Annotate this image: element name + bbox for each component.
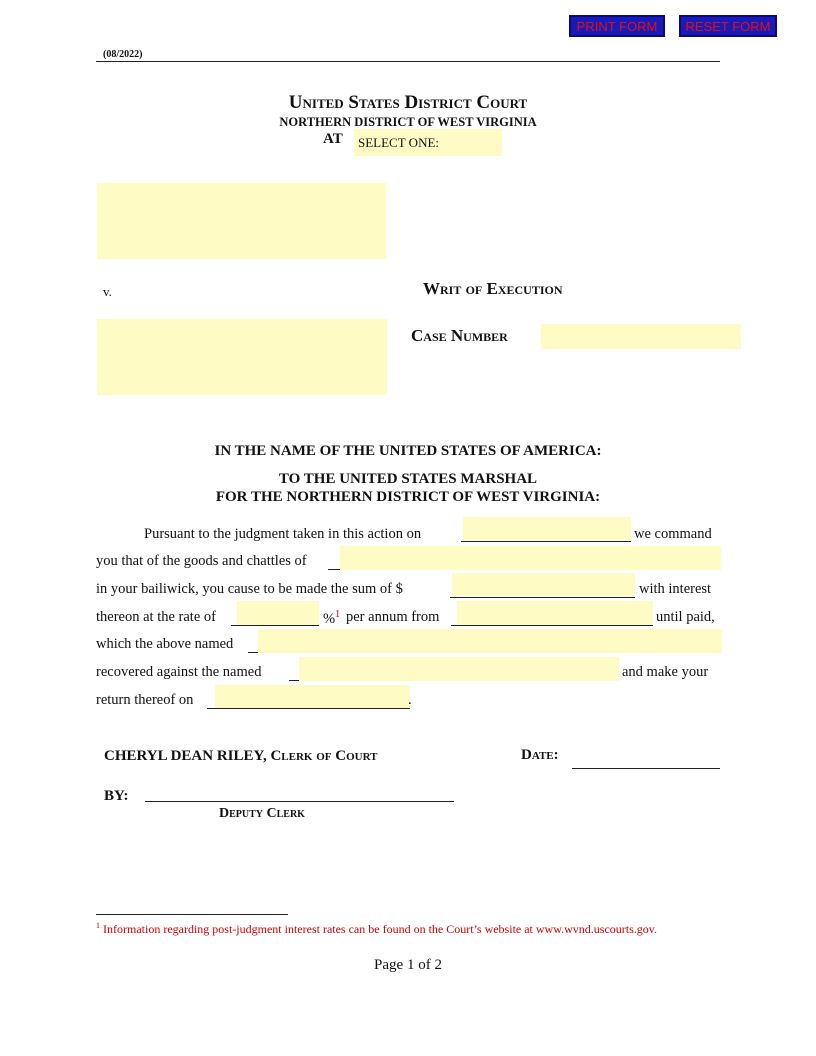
body-line-4-end: until paid, xyxy=(656,609,715,625)
address-line-1: IN THE NAME OF THE UNITED STATES OF AMERICA: xyxy=(214,443,602,459)
court-title: United States District Court xyxy=(288,92,528,113)
location-select-value: SELECT ONE: xyxy=(358,135,440,150)
versus-label: v. xyxy=(103,284,112,299)
named-party-field[interactable] xyxy=(299,657,619,681)
clerk-title: Clerk of Court xyxy=(270,748,378,764)
header-rule xyxy=(96,61,720,62)
deputy-signature-underline[interactable] xyxy=(145,801,454,802)
body-line-7-text: return thereof on xyxy=(96,692,194,708)
body-line-4-text: thereon at the rate of xyxy=(96,609,216,625)
defendant-field[interactable] xyxy=(97,319,387,395)
case-number-label: Case Number xyxy=(411,326,508,345)
reset-form-button[interactable]: RESET FORM xyxy=(679,15,777,37)
creditor-underline xyxy=(248,652,258,653)
body-line-3-end: with interest xyxy=(639,581,712,597)
location-select[interactable] xyxy=(354,129,502,156)
date-label: Date: xyxy=(521,747,559,763)
address-line-3: FOR THE NORTHERN DISTRICT OF WEST VIRGINIA: xyxy=(215,489,601,505)
percent-sign xyxy=(323,609,340,628)
return-date-underline xyxy=(207,708,410,709)
judgment-date-underline xyxy=(461,541,631,542)
footnote-ref: 1 xyxy=(335,609,341,620)
body-line-6-end: and make your xyxy=(622,664,709,680)
page-number: Page 1 of 2 xyxy=(374,957,442,973)
from-date-underline xyxy=(451,625,653,626)
percent-symbol: % xyxy=(323,610,336,627)
judgment-date-field[interactable] xyxy=(463,517,631,540)
footnote xyxy=(96,921,657,937)
body-line-1-text: Pursuant to the judgment taken in this action on xyxy=(144,526,422,542)
footnote-marker: 1 xyxy=(96,921,100,930)
named-underline xyxy=(289,680,299,681)
interest-from-date-field[interactable] xyxy=(457,601,653,625)
plaintiff-field[interactable] xyxy=(97,183,386,259)
debtor-name-field[interactable] xyxy=(340,546,721,570)
sum-amount-field[interactable] xyxy=(452,573,635,596)
body-line-3-text: in your bailiwick, you cause to be made the sum of $ xyxy=(96,581,403,597)
by-label: BY: xyxy=(104,788,129,804)
body-line-2-text: you that of the goods and chattles of xyxy=(96,553,307,569)
case-number-field[interactable] xyxy=(541,324,741,349)
deputy-clerk-label: Deputy Clerk xyxy=(219,806,305,821)
footnote-text: Information regarding post-judgment interest rates can be found on the Court’s website at www.wvnd.uscourts.gov. xyxy=(103,922,657,936)
return-date-field[interactable] xyxy=(215,685,410,708)
body-line-4-mid: per annum from xyxy=(346,609,440,625)
interest-rate-field[interactable] xyxy=(237,601,319,625)
body-line-5-text: which the above named xyxy=(96,636,234,652)
body-line-7-end: . xyxy=(408,692,412,708)
creditor-name-field[interactable] xyxy=(258,629,722,653)
footnote-rule xyxy=(96,914,288,915)
district-name: NORTHERN DISTRICT OF WEST VIRGINIA xyxy=(279,115,537,129)
body-line-6-text: recovered against the named xyxy=(96,664,262,680)
clerk-name: CHERYL DEAN RILEY, xyxy=(104,748,267,764)
body-line-1-end: we command xyxy=(634,526,712,542)
writ-title: Writ of Execution xyxy=(423,279,563,298)
print-form-button[interactable]: PRINT FORM xyxy=(569,15,665,37)
date-signature-underline[interactable] xyxy=(572,768,720,769)
sum-underline xyxy=(450,597,635,598)
rate-underline xyxy=(231,625,319,626)
address-line-2: TO THE UNITED STATES MARSHAL xyxy=(278,471,538,487)
debtor-underline xyxy=(328,569,340,570)
form-version: (08/2022) xyxy=(103,49,143,60)
clerk-signature-line xyxy=(104,748,377,765)
at-label: AT xyxy=(323,131,343,147)
